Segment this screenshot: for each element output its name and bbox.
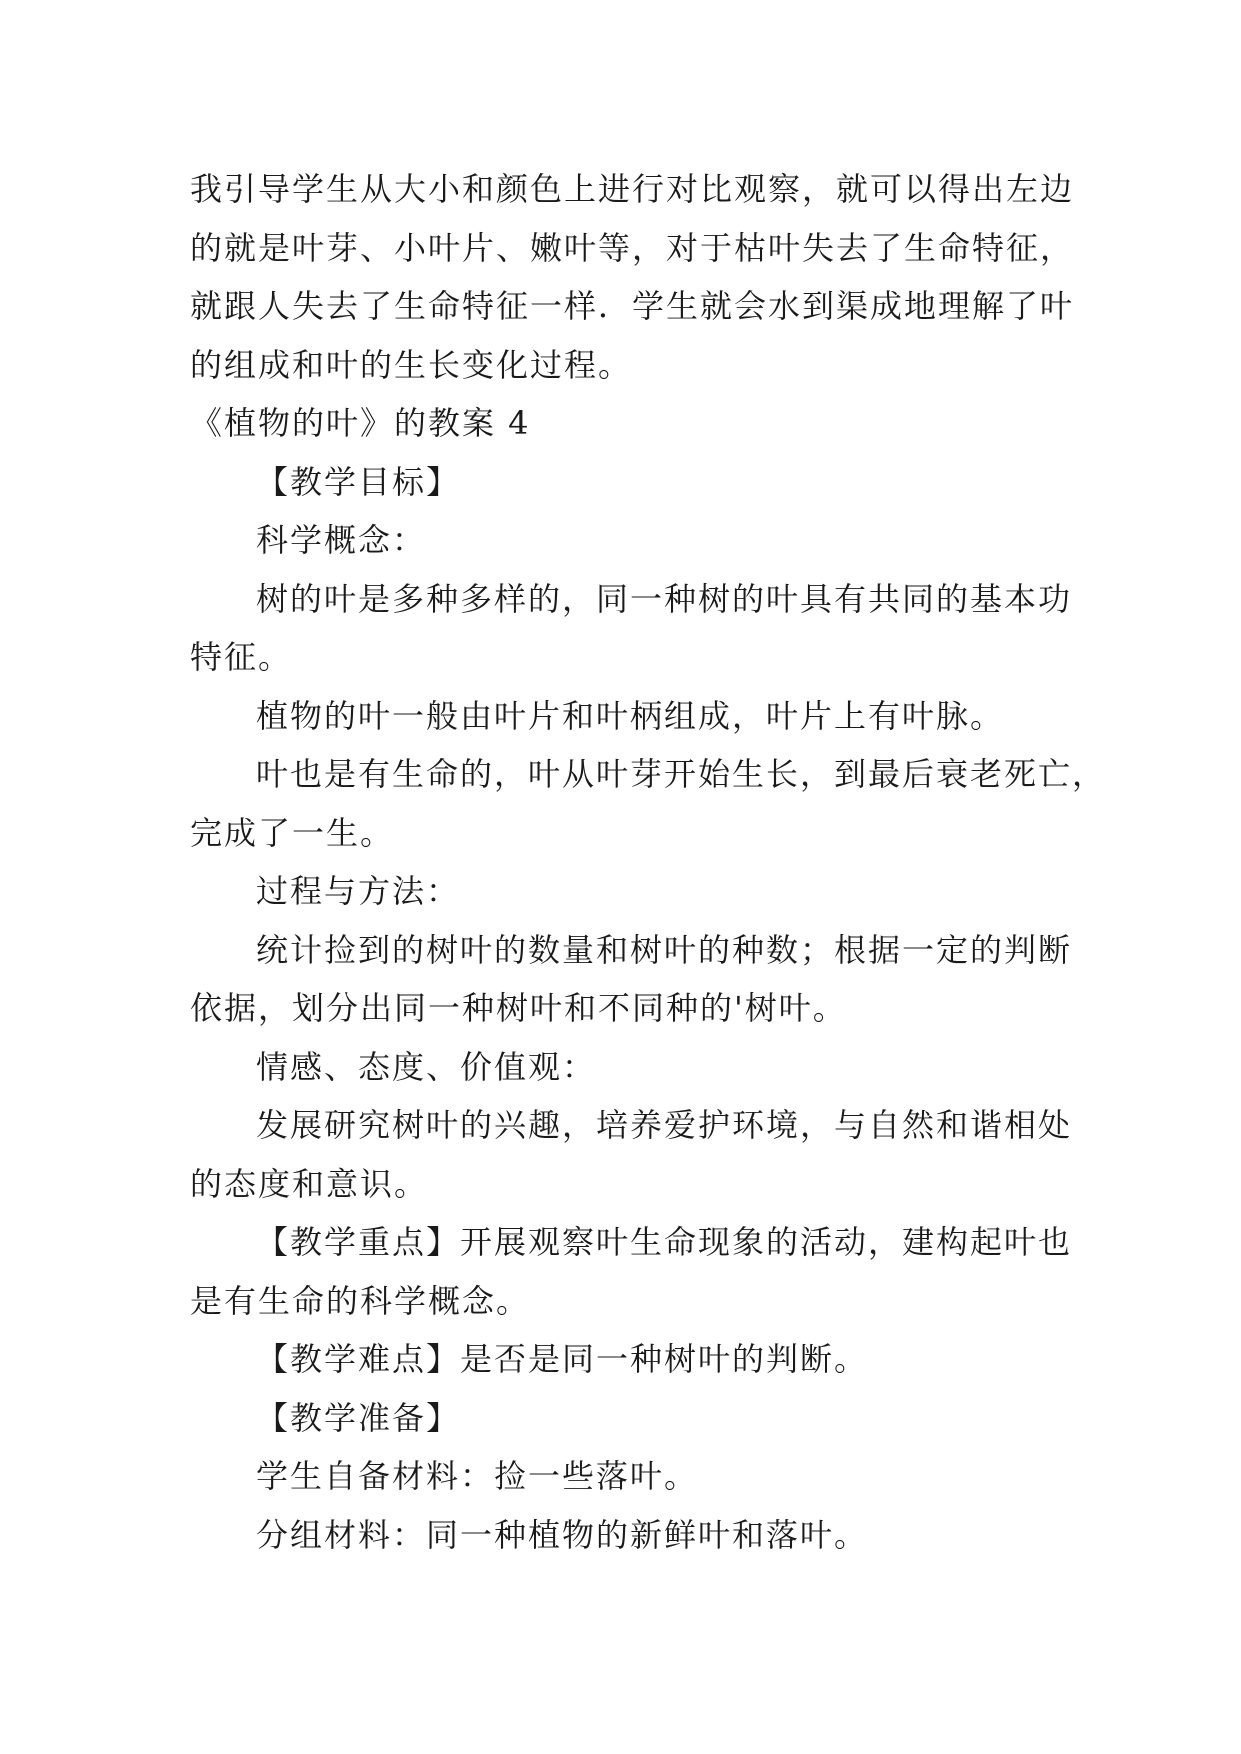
- text-line: 【教学准备】: [256, 1398, 461, 1437]
- text-line: 植物的叶一般由叶片和叶柄组成，叶片上有叶脉。: [256, 696, 1005, 735]
- text-line: 是有生命的科学概念。: [190, 1281, 531, 1320]
- text-line: 【教学难点】是否是同一种树叶的判断。: [256, 1340, 869, 1378]
- text-line: 科学概念：: [256, 521, 427, 559]
- text-line: 情感、态度、价值观：: [256, 1047, 597, 1086]
- text-line: 依据，划分出同一种树叶和不同种的'树叶。: [190, 989, 847, 1027]
- text-line: 叶也是有生命的，叶从叶芽开始生长，到最后衰老死亡，: [256, 755, 1107, 793]
- text-line: 统计捡到的树叶的数量和树叶的种数；根据一定的判断: [256, 930, 1073, 969]
- text-line: 发展研究树叶的兴趣，培养爱护环境，与自然和谐相处: [256, 1106, 1073, 1144]
- text-line: 《植物的叶》的教案 4: [190, 404, 531, 442]
- text-line: 完成了一生。: [190, 813, 395, 852]
- text-line: 树的叶是多种多样的，同一种树的叶具有共同的基本功: [256, 579, 1073, 618]
- text-line: 学生自备材料：捡一些落叶。: [256, 1457, 699, 1495]
- text-line: 的组成和叶的生长变化过程。: [190, 345, 633, 384]
- text-line: 分组材料：同一种植物的新鲜叶和落叶。: [256, 1515, 869, 1554]
- document-body: [190, 160, 1107, 1564]
- text-line: 【教学目标】: [256, 462, 461, 501]
- text-line: 就跟人失去了生命特征一样．学生就会水到渠成地理解了叶: [190, 287, 1075, 325]
- text-line: 【教学重点】开展观察叶生命现象的活动，建构起叶也: [256, 1223, 1073, 1261]
- text-line: 特征。: [190, 638, 293, 676]
- text-line: 我引导学生从大小和颜色上进行对比观察，就可以得出左边: [190, 170, 1075, 208]
- text-line: 的就是叶芽、小叶片、嫩叶等，对于枯叶失去了生命特征，: [190, 228, 1075, 267]
- text-line: 过程与方法：: [256, 872, 461, 910]
- text-line: 的态度和意识。: [190, 1164, 429, 1203]
